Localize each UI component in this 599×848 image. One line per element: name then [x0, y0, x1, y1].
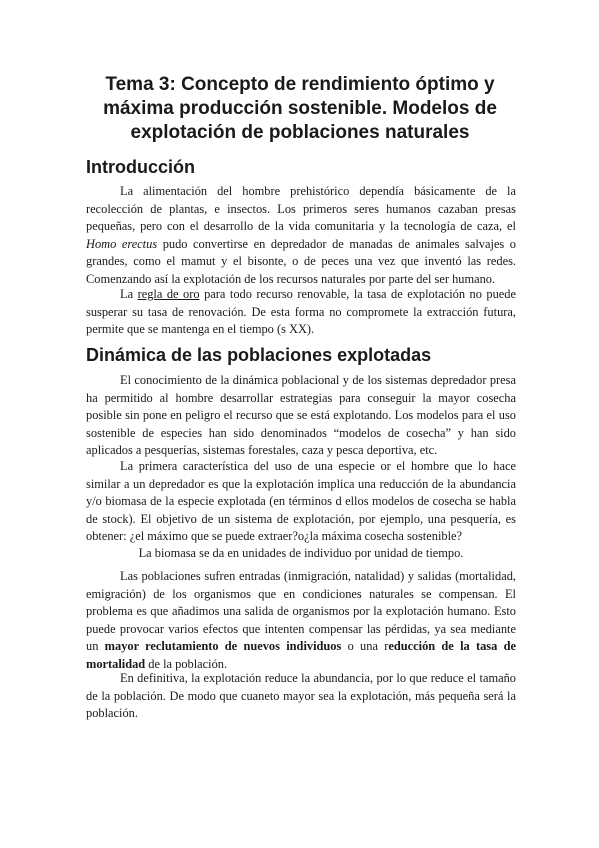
section-heading-introduccion: Introducción [86, 157, 195, 177]
dynamics-paragraph-2: La primera característica del uso de una especie or el hombre que lo hace similar a un depredador es que la explotación implica una reducción de la abundancia y/o biomasa de la especie explotada (en términos d ellos modelos de cosecha se habla de stock). El objetivo de un sistema de explotación, por ejemplo, una pesquería, es obtener: ¿el máximo que se puede extraer?o¿la máxima cosecha sostenible? [86, 459, 516, 543]
text-run: Las poblaciones sufren entradas (inmigración, natalidad) y salidas (mortalidad, emigración) de los organismos que en condiciones naturales se compensan. El problema es que añadimos una salida de organismos por la explotación humano. Esto puede provocar varios efectos que intenten compensar las pérdidas, ya sea mediante un [86, 569, 516, 653]
bold-term: mayor reclutamiento de nuevos individuos [104, 639, 342, 653]
dynamics-paragraph-3 [86, 568, 516, 673]
italic-term: Homo erectus [86, 236, 158, 251]
dynamics-note: La biomasa se da en unidades de individuo por unidad de tiempo. [138, 546, 464, 560]
intro-paragraph-2 [86, 286, 516, 339]
dynamics-paragraph-1: El conocimiento de la dinámica poblacional y de los sistemas depredador presa ha permitido al hombre desarrollar estrategias para conseguir la mayor cosecha posible sin pone en peligro el recurso que se está explotando. Los modelos para el uso sostenible de especies han sido denominados “modelos de cosecha” y han sido aplicados a pesquerías, sistemas forestales, caza y pesca deportiva, etc. [86, 373, 516, 457]
text-run: de la población. [145, 656, 228, 671]
section-heading-dinamica: Dinámica de las poblaciones explotadas [86, 345, 432, 365]
text-run: La [120, 287, 138, 301]
text-run: pudo convertirse en depredador de manadas de animales salvajes o grandes, como el mamut y el bisonte, o de peces una vez que inventó las redes. Comenzando así la explotación de los recursos naturales por parte del ser humano. [86, 236, 516, 286]
text-run: para todo recurso renovable, la tasa de explotación no puede susperar su tasa de renovación. De esta forma no compromete la extracción futura, permite que se mantenga en el tiempo (s XX). [86, 287, 517, 336]
intro-paragraph-1 [86, 183, 516, 288]
bold-term: educción de la tasa de mortalidad [86, 639, 516, 671]
underlined-term: regla de oro [137, 287, 200, 301]
dynamics-paragraph-4: En definitiva, la explotación reduce la abundancia, por lo que reduce el tamaño de la población. De modo que cuaneto mayor sea la explotación, más pequeña será la población. [86, 671, 516, 720]
text-run: La alimentación del hombre prehistórico dependía básicamente de la recolección de plantas, e insectos. Los primeros seres humanos cazaban presas pequeñas, pero con el desarrollo de la vida comunitaria y la tecnología de caza, el [86, 184, 516, 233]
text-run: o una r [341, 639, 389, 653]
document-title: Tema 3: Concepto de rendimiento óptimo y máxima producción sostenible. Modelos de explotación de poblaciones naturales [103, 74, 497, 143]
